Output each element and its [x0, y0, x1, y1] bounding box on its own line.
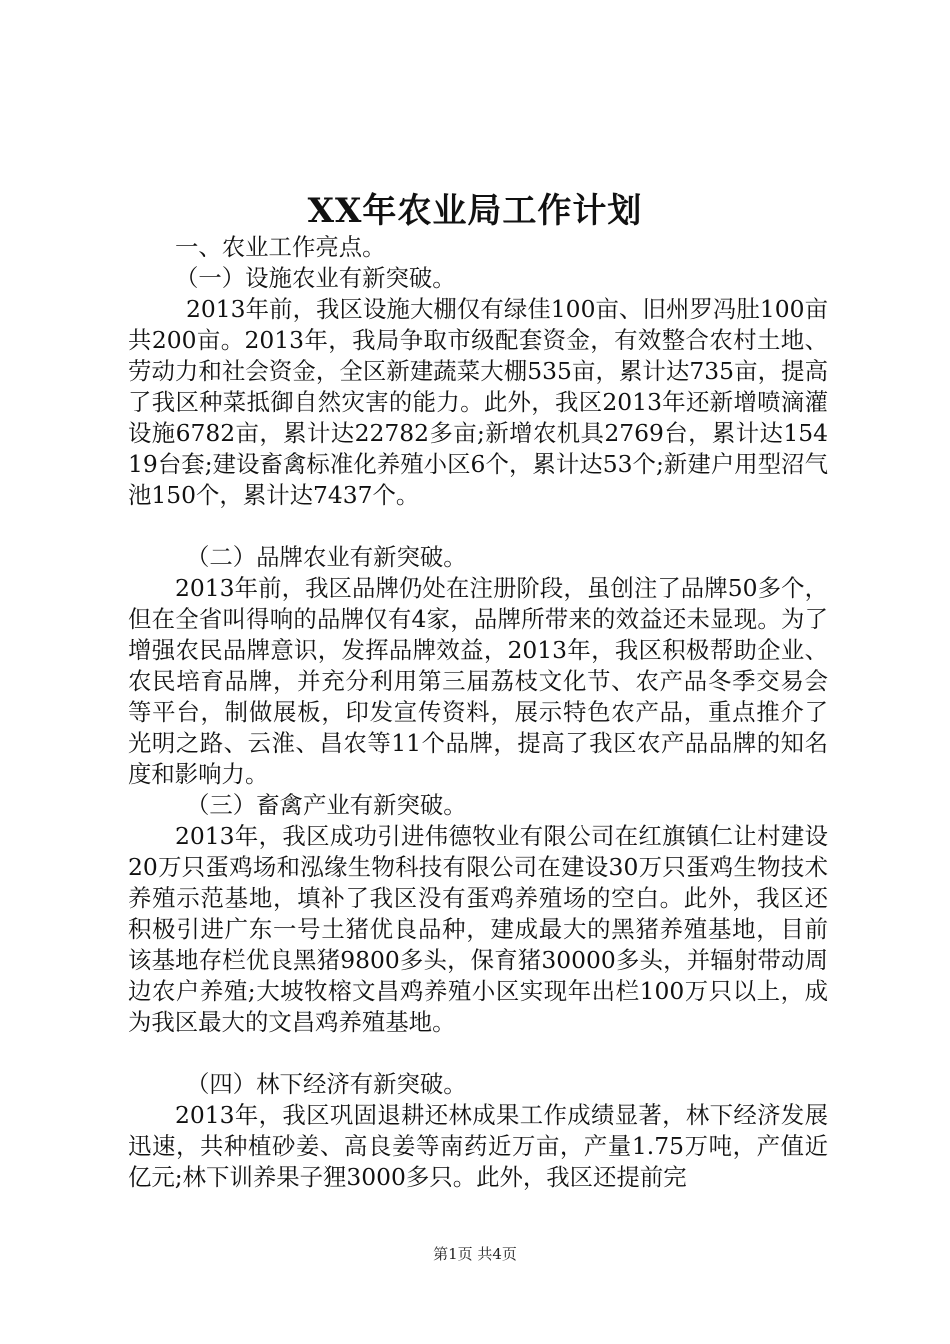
- subsection-heading: （三）畜禽产业有新突破。: [186, 791, 467, 819]
- paragraph-gap: [128, 1038, 828, 1069]
- page-number-footer: 第1页 共4页: [433, 1245, 517, 1263]
- body-paragraph: 2013年，我区成功引进伟德牧业有限公司在红旗镇仁让村建设20万只蛋鸡场和泓缘生物科技有限公司在建设30万只蛋鸡生物技术养殖示范基地，填补了我区没有蛋鸡养殖场的空白。此外，我区还积极引进广东一号土猪优良品种，建成最大的黑猪养殖基地，目前该基地存栏优良黑猪9800多头，保育猪30000多头，并辐射带动周边农户养殖;大坡牧榕文昌鸡养殖小区实现年出栏100万只以上，成为我区最大的文昌鸡养殖基地。: [128, 822, 828, 1036]
- body-paragraph: 2013年，我区巩固退耕还林成果工作成绩显著，林下经济发展迅速，共种植砂姜、高良姜等南药近万亩，产量1.75万吨，产值近亿元;林下训养果子狸3000多只。此外，我区还提前完: [128, 1101, 828, 1191]
- document-title: XX年农业局工作计划: [307, 191, 643, 231]
- section-heading: 一、农业工作亮点。: [175, 233, 386, 261]
- paragraph-gap: [128, 511, 828, 542]
- body-paragraph: 2013年前，我区品牌仍处在注册阶段，虽创注了品牌50多个，但在全省叫得响的品牌仅有4家，品牌所带来的效益还未显现。为了增强农民品牌意识，发挥品牌效益，2013年，我区积极帮助企业、农民培育品牌，并充分利用第三届荔枝文化节、农产品冬季交易会等平台，制做展板，印发宣传资料，展示特色农产品，重点推介了光明之路、云淮、昌农等11个品牌，提高了我区农产品品牌的知名度和影响力。: [128, 574, 828, 788]
- subsection-heading: （四）林下经济有新突破。: [186, 1070, 467, 1098]
- subsection-heading: （二）品牌农业有新突破。: [186, 543, 467, 571]
- subsection-heading: （一）设施农业有新突破。: [175, 264, 456, 292]
- document-body: [128, 232, 828, 1193]
- body-paragraph: 2013年前，我区设施大棚仅有绿佳100亩、旧州罗冯肚100亩共200亩。2013年，我局争取市级配套资金，有效整合农村土地、劳动力和社会资金，全区新建蔬菜大棚535亩，累计达735亩，提高了我区种菜抵御自然灾害的能力。此外，我区2013年还新增喷滴灌设施6782亩，累计达22782多亩;新增农机具2769台，累计达15419台套;建设畜禽标准化养殖小区6个，累计达53个;新建户用型沼气池150个，累计达7437个。: [128, 295, 828, 509]
